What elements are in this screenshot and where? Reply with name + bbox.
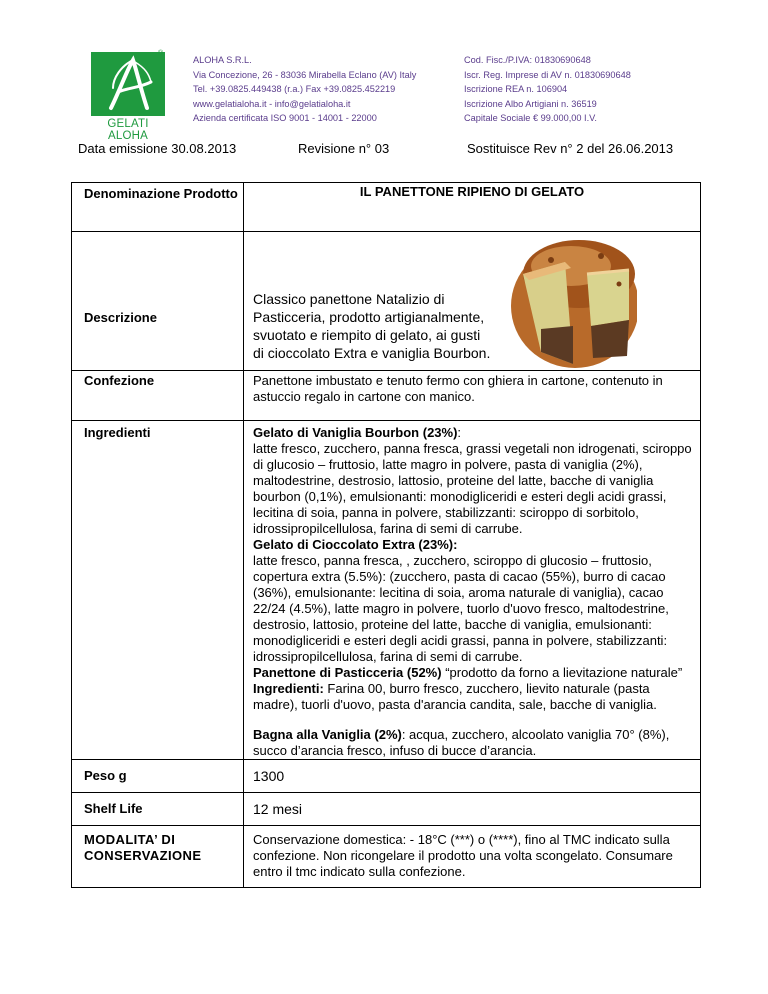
description-label bbox=[72, 232, 244, 371]
panettone-note: “prodotto da forno a lievitazione naturale” bbox=[441, 665, 683, 680]
description-cell bbox=[244, 232, 701, 371]
company-phone: Tel. +39.0825.449438 (r.a.) Fax +39.0825.452219 bbox=[193, 84, 396, 95]
table-row-storage bbox=[72, 826, 701, 888]
company-web: www.gelatialoha.it - info@gelatialoha.it bbox=[193, 98, 351, 109]
vanilla-title: Gelato di Vaniglia Bourbon (23%) bbox=[253, 425, 458, 440]
table-row-ingredients bbox=[72, 421, 701, 760]
ingredients-spacer bbox=[253, 713, 692, 727]
table-row-product-name bbox=[72, 183, 701, 232]
product-name-value: IL PANETTONE RIPIENO DI GELATO bbox=[244, 183, 701, 232]
fiscal-code: Cod. Fisc./P.IVA: 01830690648 bbox=[464, 55, 591, 65]
panettone-photo bbox=[501, 234, 637, 368]
ingredients-value bbox=[244, 421, 701, 760]
supersedes-note: Sostituisce Rev n° 2 del 26.06.2013 bbox=[467, 141, 674, 156]
chocolate-section bbox=[253, 537, 692, 665]
registered-mark: ® bbox=[158, 50, 164, 57]
panettone-section bbox=[253, 665, 692, 713]
description-content bbox=[253, 232, 700, 367]
panettone-ingredients: Farina 00, burro fresco, zucchero, lievito naturale (pasta madre), tuorli d'uovo, pasta d'arancia candita, sale, bacche di vaniglia. bbox=[253, 681, 657, 712]
table-row-description bbox=[72, 232, 701, 371]
company-name: ALOHA S.R.L. bbox=[193, 55, 252, 65]
company-address: Via Concezione, 26 - 83036 Mirabella Eclano (AV) Italy bbox=[193, 69, 417, 80]
packaging-label: Confezione bbox=[72, 371, 244, 421]
vanilla-section: Gelato di Vaniglia Bourbon (23%): latte fresco, zucchero, panna fresca, grassi vegetali non idrogenati, sciroppo di glucosio – fruttosio, latte magro in polvere, pasta di vaniglia (2%), maltodestrine, destrosio, lattosio, proteine del latte, bacche di vaniglia bourbon (0,1%), emulsionanti: monodigliceridi e esteri degli acidi grassi, lecitina di soia, panna in polvere, stabilizzanti: sciroppo di sorbitolo, idrossipropilcellulosa, farina di semi di carrube. bbox=[253, 425, 692, 536]
weight-label: Peso g bbox=[72, 760, 244, 793]
logo-emblem bbox=[91, 52, 165, 116]
panettone-ingredients-label: Ingredienti: bbox=[253, 681, 324, 696]
artisan-register: Iscrizione Albo Artigiani n. 36519 bbox=[464, 98, 597, 109]
storage-value: Conservazione domestica: - 18°C (***) o (****), fino al TMC indicato sulla confezione. Non ricongelare il prodotto una volta scongelato. Consumare entro il tmc indicato sulla confezione. bbox=[244, 826, 701, 888]
product-name-label: Denominazione Prodotto bbox=[72, 183, 244, 232]
business-register: Iscr. Reg. Imprese di AV n. 01830690648 bbox=[464, 69, 631, 80]
chocolate-ingredients: latte fresco, panna fresca, , zucchero, sciroppo di glucosio – fruttosio, copertura extra (5.5%): (zucchero, pasta di cacao (55%), burro di cacao (36%), emulsionante: lecitina di soia, aroma naturale di vaniglia), cacao 22/24 (4.5%), latte magro in polvere, tuorlo d'uovo fresco, maltodestrine, destrosio, lattosio, proteine del latte, bacche di vaniglia, emulsionanti: monodigliceridi e esteri degli acidi grassi, panna in polvere, stabilizzanti: idrossipropilcellulosa, farina di semi di carrube. bbox=[253, 553, 669, 664]
shelf-life-label: Shelf Life bbox=[72, 793, 244, 826]
table-row-weight bbox=[72, 760, 701, 793]
description-text: Classico panettone Natalizio di Pasticceria, prodotto artigianalmente, svuotato e riempito di gelato, ai gusti di cioccolato Extra e vaniglia Bourbon. bbox=[253, 291, 491, 361]
description-label-text: Descrizione bbox=[84, 310, 157, 325]
storage-label: MODALITA’ DI CONSERVAZIONE bbox=[72, 826, 244, 888]
panettone-title: Panettone di Pasticceria (52%) bbox=[253, 665, 442, 680]
revision-number: Revisione n° 03 bbox=[298, 141, 390, 156]
issue-date: Data emissione 30.08.2013 bbox=[78, 141, 237, 156]
rea-number: Iscrizione REA n. 106904 bbox=[464, 84, 568, 95]
table-row-packaging bbox=[72, 371, 701, 421]
stylized-a-icon bbox=[91, 52, 165, 116]
company-certification: Azienda certificata ISO 9001 - 14001 - 22000 bbox=[193, 113, 377, 124]
weight-value: 1300 bbox=[244, 760, 701, 793]
packaging-value: Panettone imbustato e tenuto fermo con ghiera in cartone, contenuto in astuccio regalo in cartone con manico. bbox=[244, 371, 701, 421]
document-header bbox=[0, 0, 768, 156]
bagna-ingredients: : acqua, zucchero, alcoolato vaniglia 70° (8%), succo d’arancia fresco, infuso di bucce d’arancia. bbox=[253, 727, 670, 758]
shelf-life-value: 12 mesi bbox=[244, 793, 701, 826]
chocolate-title: Gelato di Cioccolato Extra (23%): bbox=[253, 537, 458, 552]
bagna-section bbox=[253, 727, 692, 759]
vanilla-ingredients: latte fresco, zucchero, panna fresca, grassi vegetali non idrogenati, sciroppo di glucosio – fruttosio, latte magro in polvere, pasta di vaniglia (2%), maltodestrine, destrosio, lattosio, proteine del latte, bacche di vaniglia bourbon (0,1%), emulsionanti: monodigliceridi e esteri degli acidi grassi, lecitina di soia, panna in polvere, stabilizzanti: sciroppo di sorbitolo, idrossipropilcellulosa, farina di semi di carrube. bbox=[253, 441, 692, 536]
ingredients-label: Ingredienti bbox=[72, 421, 244, 760]
company-info bbox=[193, 53, 416, 126]
product-spec-table bbox=[71, 182, 701, 888]
logo-brand-text: GELATI ALOHA bbox=[107, 118, 149, 142]
bagna-title: Bagna alla Vaniglia (2%) bbox=[253, 727, 402, 742]
company-logo bbox=[91, 52, 165, 142]
fiscal-info bbox=[464, 53, 631, 126]
share-capital: Capitale Sociale € 99.000,00 I.V. bbox=[464, 113, 597, 124]
table-row-shelf-life bbox=[72, 793, 701, 826]
